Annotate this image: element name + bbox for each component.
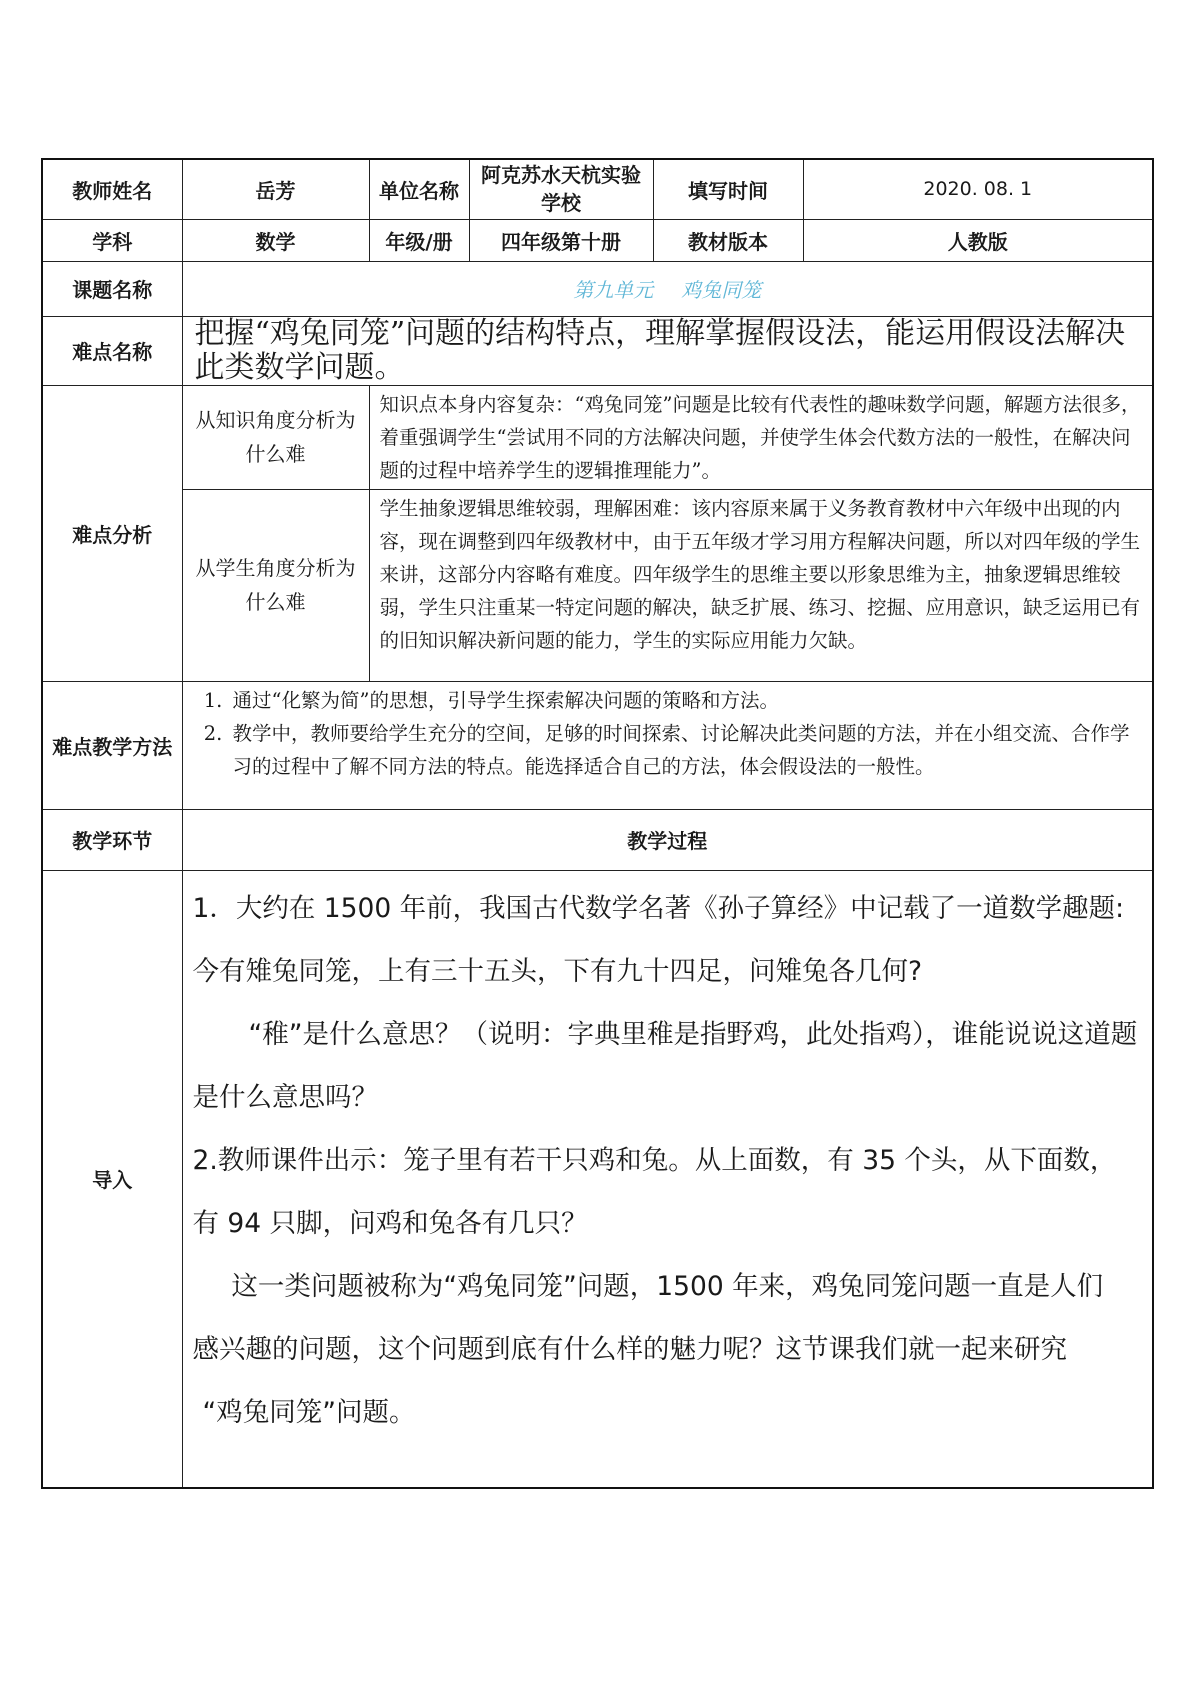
- teacher-name: 岳芳: [182, 159, 369, 219]
- methods-row: [42, 681, 1153, 809]
- topic-row: [42, 261, 1153, 316]
- school-name: 阿克苏水天杭实验学校: [469, 159, 653, 219]
- methods-label: 难点教学方法: [42, 681, 182, 809]
- process-label: 教学过程: [182, 809, 1153, 870]
- textbook-value: 人教版: [803, 219, 1153, 261]
- header-row-1: [42, 159, 1153, 219]
- topic-unit: 第九单元: [573, 278, 654, 302]
- intro-paragraph-5: 感兴趣的问题，这个问题到底有什么样的魅力呢？这节课我们就一起来研究: [192, 1333, 1067, 1365]
- intro-paragraph-4: 这一类问题被称为“鸡兔同笼”问题，1500 年来，鸡兔同笼问题一直是人们: [231, 1270, 1104, 1302]
- grade-value: 四年级第十册: [469, 219, 653, 261]
- process-header-row: [42, 809, 1153, 870]
- textbook-label: 教材版本: [653, 219, 803, 261]
- topic-title: [182, 261, 1153, 316]
- difficulty-row: [42, 316, 1153, 385]
- unit-label: 单位名称: [369, 159, 469, 219]
- date-label: 填写时间: [653, 159, 803, 219]
- difficulty-text: 把握“鸡兔同笼”问题的结构特点，理解掌握假设法，能运用假设法解决此类数学问题。: [182, 316, 1153, 385]
- methods-list-cell: [182, 681, 1153, 809]
- intro-paragraph-1: 1．大约在 1500 年前，我国古代数学名著《孙子算经》中记载了一道数学趣题:今有雉兔同笼，上有三十五头，下有九十四足，问雉兔各几何?: [192, 892, 1125, 987]
- methods-list: [191, 684, 1145, 783]
- intro-label: 导入: [42, 870, 182, 1488]
- teacher-label: 教师姓名: [42, 159, 182, 219]
- grade-label: 年级/册: [369, 219, 469, 261]
- topic-name: 鸡兔同笼: [681, 278, 762, 302]
- fill-date: 2020. 08. 1: [803, 159, 1153, 219]
- stage-label: 教学环节: [42, 809, 182, 870]
- difficulty-label: 难点名称: [42, 316, 182, 385]
- subject-value: 数学: [182, 219, 369, 261]
- student-text: 学生抽象逻辑思维较弱，理解困难：该内容原来属于义务教育教材中六年级中出现的内容，现在调整到四年级教材中，由于五年级才学习用方程解决问题，所以对四年级的学生来讲，这部分内容略有难度。四年级学生的思维主要以形象思维为主，抽象逻辑思维较弱，学生只注重某一特定问题的解决，缺乏扩展、练习、挖掘、应用意识，缺乏运用已有的旧知识解决新问题的能力，学生的实际应用能力欠缺。: [369, 489, 1153, 681]
- method-item-1: 1. 通过“化繁为简”的思想，引导学生探索解决问题的策略和方法。: [229, 684, 1145, 717]
- analysis-label: 难点分析: [42, 385, 182, 681]
- student-label: 从学生角度分析为什么难: [182, 489, 369, 681]
- analysis-knowledge-row: [42, 385, 1153, 489]
- intro-paragraph-2: “稚”是什么意思？（说明：字典里稚是指野鸡，此处指鸡），谁能说说这道题是什么意思吗？: [192, 1018, 1138, 1113]
- intro-row: [42, 870, 1153, 1488]
- intro-content: [182, 870, 1153, 1488]
- header-row-2: [42, 219, 1153, 261]
- topic-label: 课题名称: [42, 261, 182, 316]
- knowledge-text: 知识点本身内容复杂：“鸡兔同笼”问题是比较有代表性的趣味数学问题，解题方法很多，着重强调学生“尝试用不同的方法解决问题，并使学生体会代数方法的一般性，在解决问题的过程中培养学生的逻辑推理能力”。: [369, 385, 1153, 489]
- intro-paragraph-3: 2.教师课件出示：笼子里有若干只鸡和兔。从上面数，有 35 个头，从下面数，有 94 只脚，问鸡和兔各有几只？: [192, 1144, 1117, 1239]
- knowledge-label: 从知识角度分析为什么难: [182, 385, 369, 489]
- method-item-2: 2. 教学中，教师要给学生充分的空间，足够的时间探索、讨论解决此类问题的方法，并在小组交流、合作学习的过程中了解不同方法的特点。能选择适合自己的方法，体会假设法的一般性。: [229, 717, 1145, 783]
- analysis-student-row: [42, 489, 1153, 681]
- lesson-plan-table: [41, 158, 1154, 1489]
- subject-label: 学科: [42, 219, 182, 261]
- intro-paragraph-6: “鸡兔同笼”问题。: [202, 1396, 416, 1428]
